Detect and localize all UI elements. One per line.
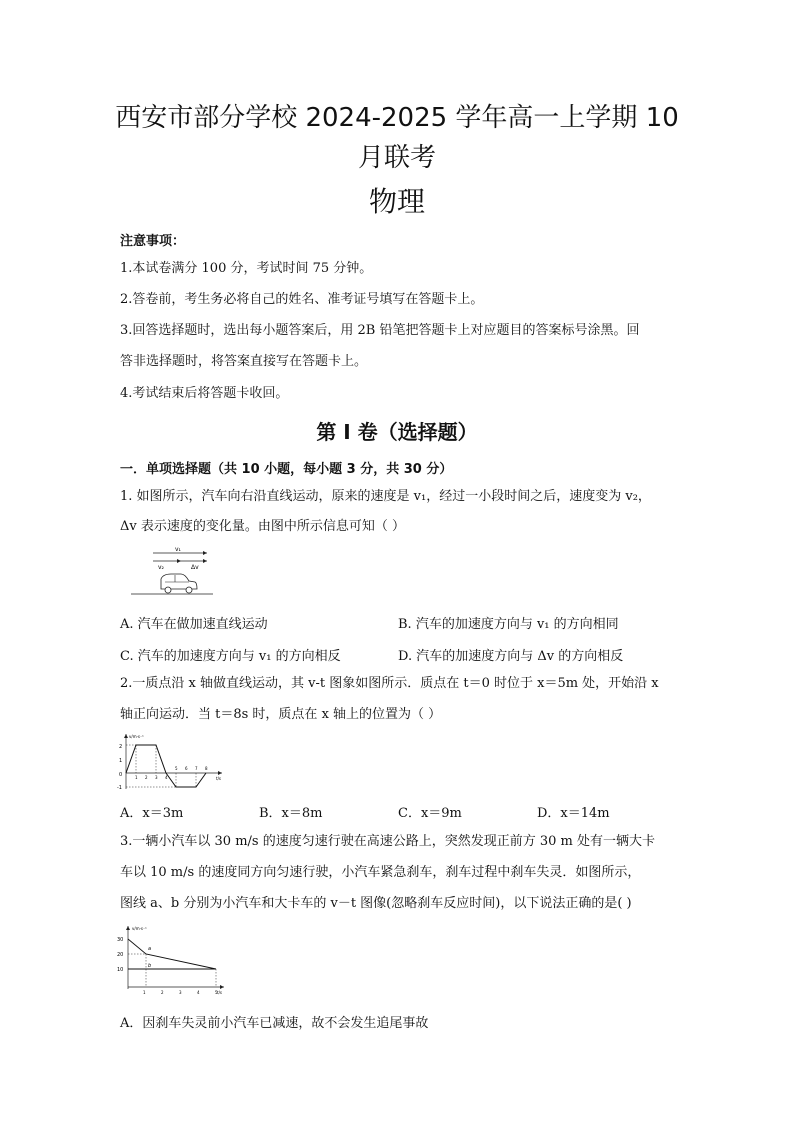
q3-stem-line-1: 3.一辆小汽车以 30 m/s 的速度匀速行驶在高速公路上，突然发现正前方 30 m 处有一辆大卡	[120, 834, 655, 849]
q2-xtick: 4	[165, 775, 168, 780]
q3-ytick: 30	[117, 937, 124, 943]
q3-xlabel: t/s	[217, 990, 222, 995]
q2-xtick: 3	[155, 775, 158, 780]
q3-line-a-label: a	[148, 946, 152, 952]
q2-vt-graph	[116, 731, 226, 793]
title-line-2: 月联考	[357, 143, 436, 173]
q2-xtick: 8	[205, 766, 208, 771]
note-item: 3.回答选择题时，选出每小题答案后，用 2B 铅笔把答题卡上对应题目的答案标号涂黑。回	[120, 323, 640, 338]
q2-stem-line-2: 轴正向运动．当 t＝8s 时，质点在 x 轴上的位置为（ ）	[120, 707, 442, 722]
section-title: 第 I 卷（选择题）	[316, 420, 478, 444]
q3-xtick: 1	[143, 990, 146, 995]
q3-ytick: 10	[117, 967, 124, 973]
q2-xtick: 1	[135, 775, 138, 780]
q2-option-b[interactable]: B．x＝8m	[259, 806, 323, 821]
q1-option-c[interactable]: C. 汽车的加速度方向与 v₁ 的方向相反	[120, 649, 341, 664]
q3-xtick: 3	[179, 990, 182, 995]
q2-option-a[interactable]: A．x＝3m	[120, 806, 184, 821]
q2-xtick: 5	[175, 766, 178, 771]
q1-option-d[interactable]: D. 汽车的加速度方向与 Δv 的方向相反	[398, 649, 624, 664]
q1-car-figure	[125, 545, 215, 600]
q2-xlabel: t/s	[216, 776, 221, 781]
q3-option-a[interactable]: A．因刹车失灵前小汽车已减速，故不会发生追尾事故	[120, 1016, 429, 1031]
fig-label-v2: v₂	[158, 564, 164, 571]
q3-ytick: 20	[117, 952, 124, 958]
q3-line-b-label: b	[148, 963, 152, 969]
q2-option-c[interactable]: C．x＝9m	[398, 806, 462, 821]
q2-ytick: 0	[119, 772, 123, 778]
q2-stem-line-1: 2.一质点沿 x 轴做直线运动，其 v-t 图象如图所示．质点在 t＝0 时位于 x＝5m 处，开始沿 x	[120, 676, 659, 691]
q1-option-b[interactable]: B. 汽车的加速度方向与 v₁ 的方向相同	[398, 617, 619, 632]
q3-vt-graph	[116, 923, 228, 995]
fig-label-v1: v₁	[175, 546, 181, 553]
subject-title: 物理	[368, 185, 425, 218]
q2-xtick: 7	[195, 766, 198, 771]
title-line-1: 西安市部分学校 2024-2025 学年高一上学期 10	[115, 103, 679, 133]
notes-heading: 注意事项：	[120, 234, 186, 249]
q2-ytick: 2	[119, 744, 123, 750]
q2-xtick: 6	[185, 766, 188, 771]
q3-xtick: 2	[161, 990, 164, 995]
note-item: 答非选择题时，将答案直接写在答题卡上。	[120, 354, 368, 369]
q3-ylabel: v/m·s⁻¹	[132, 926, 147, 931]
q2-ytick: -1	[117, 785, 122, 791]
q1-option-a[interactable]: A. 汽车在做加速直线运动	[120, 617, 268, 632]
fig-label-dv: Δv	[191, 564, 199, 571]
q3-stem-line-2: 车以 10 m/s 的速度同方向匀速行驶，小汽车紧急刹车，刹车过程中刹车失灵．如图所示，	[120, 865, 641, 880]
section-heading: 一．单项选择题（共 10 小题，每小题 3 分，共 30 分）	[120, 462, 453, 477]
q2-xtick: 2	[145, 775, 148, 780]
q2-ytick: 1	[119, 758, 123, 764]
q3-stem-line-3: 图线 a、b 分别为小汽车和大卡车的 v－t 图像(忽略刹车反应时间)，以下说法正确的是( )	[120, 896, 632, 911]
note-item: 4.考试结束后将答题卡收回。	[120, 386, 289, 401]
q3-xtick: 5	[215, 990, 218, 995]
note-item: 2.答卷前，考生务必将自己的姓名、准考证号填写在答题卡上。	[120, 292, 484, 307]
q2-ylabel: v/m·s⁻¹	[129, 734, 144, 739]
q1-stem-line-1: 1. 如图所示，汽车向右沿直线运动，原来的速度是 v₁，经过一小段时间之后，速度变为 v₂，	[120, 489, 651, 504]
q2-option-d[interactable]: D．x＝14m	[537, 806, 610, 821]
note-item: 1.本试卷满分 100 分，考试时间 75 分钟。	[120, 261, 373, 276]
q3-xtick: 4	[197, 990, 200, 995]
q1-stem-line-2: Δv 表示速度的变化量。由图中所示信息可知（ ）	[120, 519, 405, 534]
